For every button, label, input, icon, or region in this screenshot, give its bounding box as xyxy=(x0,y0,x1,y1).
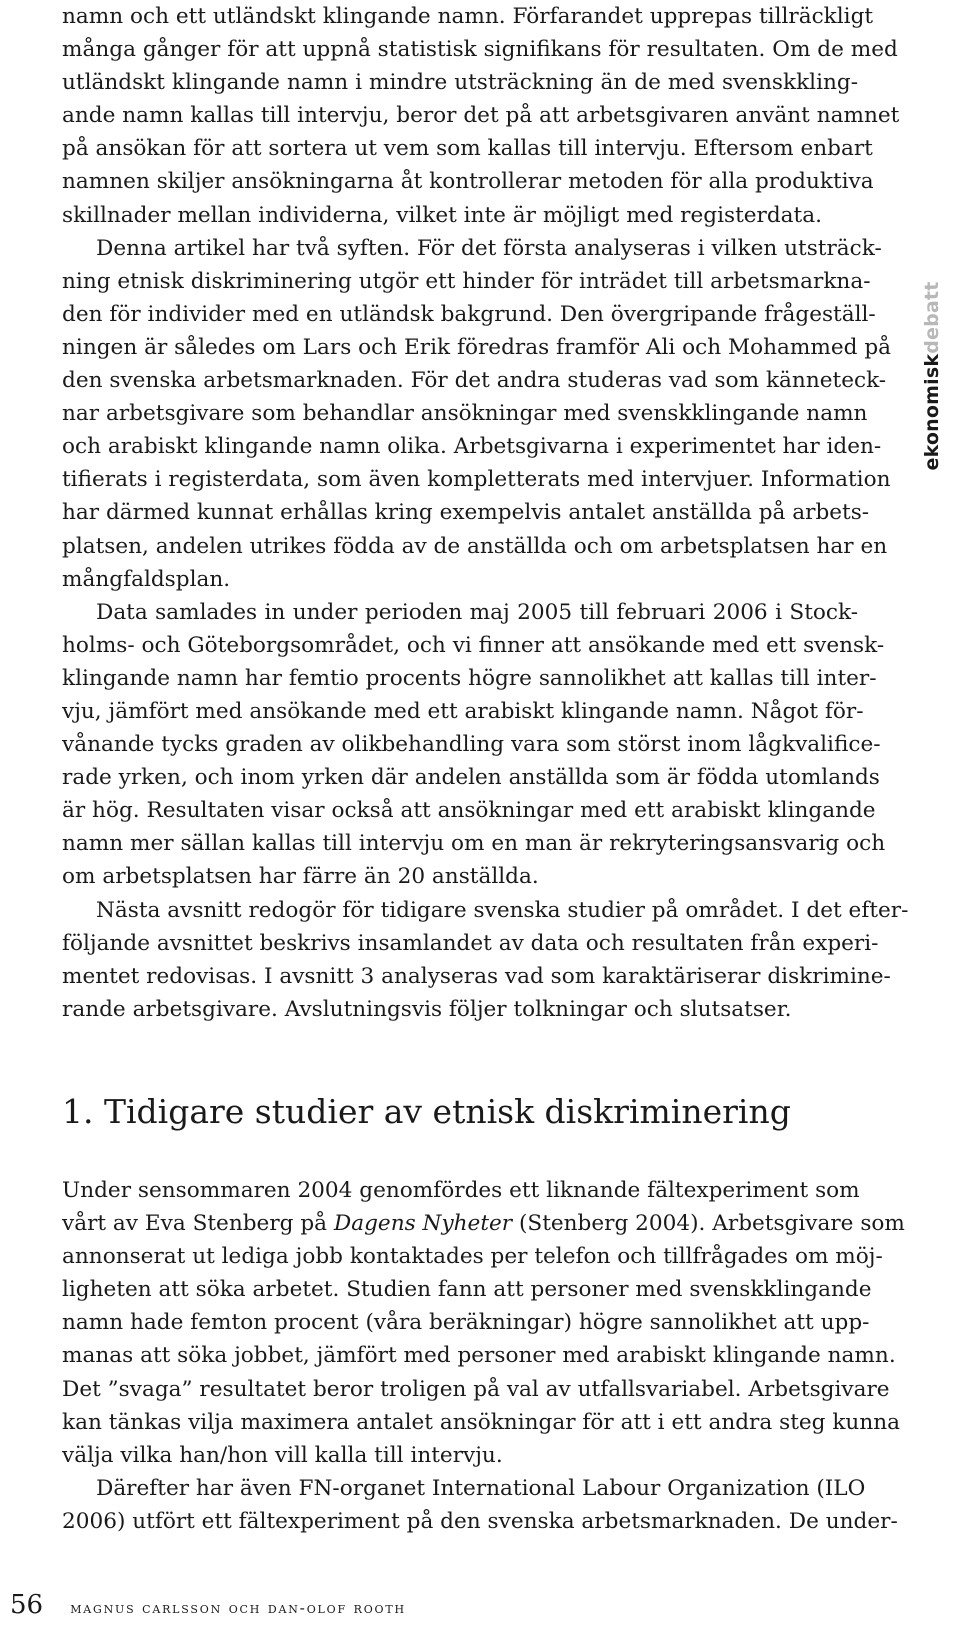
section-body xyxy=(62,1174,905,1538)
paragraph-line: mentet redovisas. I avsnitt 3 analyseras vad som karaktäriserar diskrimine- xyxy=(62,963,891,989)
paragraph xyxy=(62,894,909,1026)
paragraph-line: Data samlades in under perioden maj 2005 till februari 2006 i Stock- xyxy=(96,599,858,625)
paragraph xyxy=(62,0,900,232)
paragraph-line: om arbetsplatsen har färre än 20 anställda. xyxy=(62,864,539,890)
paragraph-line: namn och ett utländskt klingande namn. Förfarandet upprepas tillräckligt xyxy=(62,4,874,29)
paragraph-line: många gånger för att uppnå statistisk signifikans för resultaten. Om de med xyxy=(62,37,898,63)
paragraph xyxy=(62,596,886,894)
paragraph-line: 2006) utfört ett fältexperiment på den svenska arbetsmarknaden. De under- xyxy=(62,1508,898,1534)
paragraph-line: Därefter har även FN-organet International Labour Organization (ILO xyxy=(96,1475,866,1501)
paragraph-line: namn mer sällan kallas till intervju om en man är rekryteringsansvarig och xyxy=(62,831,886,857)
page-footer xyxy=(10,1590,406,1620)
paragraph-line: skillnader mellan individerna, vilket inte är möjligt med registerdata. xyxy=(62,202,822,228)
paragraph-line: mångfaldsplan. xyxy=(62,566,231,592)
paragraph-line: rade yrken, och inom yrken där andelen anställda som är födda utomlands xyxy=(62,765,880,791)
text-run: vårt av Eva Stenberg på xyxy=(62,1211,334,1237)
section-paragraph-2 xyxy=(62,1472,898,1538)
section-heading: 1. Tidigare studier av etnisk diskriminering xyxy=(62,1092,791,1131)
paragraph-line: den för individer med en utländsk bakgrund. Den övergripande frågeställ- xyxy=(62,301,876,327)
paragraph-line: annonserat ut lediga jobb kontaktades per telefon och tillfrågades om möj- xyxy=(62,1244,883,1270)
paragraph-line: ning etnisk diskriminering utgör ett hinder för inträdet till arbetsmarkna- xyxy=(62,268,871,294)
paragraph-line: tifierats i registerdata, som även kompletterats med intervjuer. Information xyxy=(62,467,891,493)
paragraph-line: följande avsnittet beskrivs insamlandet av data och resultaten från experi- xyxy=(62,930,879,956)
paragraph-line: manas att söka jobbet, jämfört med personer med arabiskt klingande namn. xyxy=(62,1343,896,1369)
paragraph-line: Under sensommaren 2004 genomfördes ett liknande fältexperiment som xyxy=(62,1178,860,1203)
paragraph-rest xyxy=(62,1240,901,1472)
paragraph-line: vju, jämfört med ansökande med ett arabiskt klingande namn. Något för- xyxy=(62,698,864,724)
paragraph-line: nar arbetsgivare som behandlar ansökningar med svenskklingande namn xyxy=(62,401,868,427)
paragraph-line: ningen är således om Lars och Erik föredras framför Ali och Mohammed på xyxy=(62,334,892,360)
journal-logo xyxy=(921,282,943,471)
paragraph-line: den svenska arbetsmarknaden. För det andra studeras vad som känneteck- xyxy=(62,368,887,394)
page-number: 56 xyxy=(10,1590,44,1620)
paragraph-line: kan tänkas vilja maximera antalet ansökningar för att i ett andra steg kunna xyxy=(62,1409,901,1435)
paragraph-line: holms- och Göteborgsområdet, och vi finner att ansökande med ett svensk- xyxy=(62,632,885,658)
running-footer-authors: magnus carlsson och dan-olof rooth xyxy=(70,1599,406,1617)
journal-side-label xyxy=(920,281,944,471)
paragraph-line: namn hade femton procent (våra beräkningar) högre sannolikhet att upp- xyxy=(62,1310,870,1336)
paragraph-line: Det ”svaga” resultatet beror troligen på val av utfallsvariabel. Arbetsgivare xyxy=(62,1376,890,1402)
paragraph-line: Nästa avsnitt redogör för tidigare svenska studier på området. I det efter- xyxy=(96,897,909,923)
paragraph-line: namnen skiljer ansökningarna åt kontrollerar metoden för alla produktiva xyxy=(62,169,874,195)
newspaper-title: Dagens Nyheter xyxy=(333,1211,513,1237)
paragraph-line: och arabiskt klingande namn olika. Arbetsgivarna i experimentet har iden- xyxy=(62,434,882,460)
paragraph-line xyxy=(62,1207,905,1240)
paragraph xyxy=(62,232,892,596)
paragraph-line: ande namn kallas till intervju, beror det på att arbetsgivaren använt namnet xyxy=(62,103,900,129)
paragraph-line: platsen, andelen utrikes födda av de anställda och om arbetsplatsen har en xyxy=(62,533,888,559)
text-run: (Stenberg 2004). Arbetsgivare som xyxy=(512,1211,905,1237)
paragraph-line: vånande tycks graden av olikbehandling vara som störst inom lågkvalifice- xyxy=(62,732,881,758)
paragraph-line: ligheten att söka arbetet. Studien fann att personer med svenskklingande xyxy=(62,1277,872,1303)
body-text xyxy=(62,0,909,1026)
paragraph-line: klingande namn har femtio procents högre sannolikhet att kallas till inter- xyxy=(62,665,877,691)
paragraph-line: rande arbetsgivare. Avslutningsvis följer tolkningar och slutsatser. xyxy=(62,996,792,1022)
paragraph-line: har därmed kunnat erhållas kring exempelvis antalet anställda på arbets- xyxy=(62,500,870,526)
paragraph-line: är hög. Resultaten visar också att ansökningar med ett arabiskt klingande xyxy=(62,798,876,824)
paragraph-line: på ansökan för att sortera ut vem som kallas till intervju. Eftersom enbart xyxy=(62,136,873,162)
paragraph-line: utländskt klingande namn i mindre utsträckning än de med svenskkling- xyxy=(62,70,858,96)
logo-light-part: debatt xyxy=(921,281,943,354)
logo-dark-part: ekonomisk xyxy=(921,353,943,471)
paragraph-line: Denna artikel har två syften. För det första analyseras i vilken utsträck- xyxy=(96,235,882,261)
section-paragraph-1 xyxy=(62,1174,905,1472)
paragraph-line: välja vilka han/hon vill kalla till intervju. xyxy=(62,1442,503,1468)
